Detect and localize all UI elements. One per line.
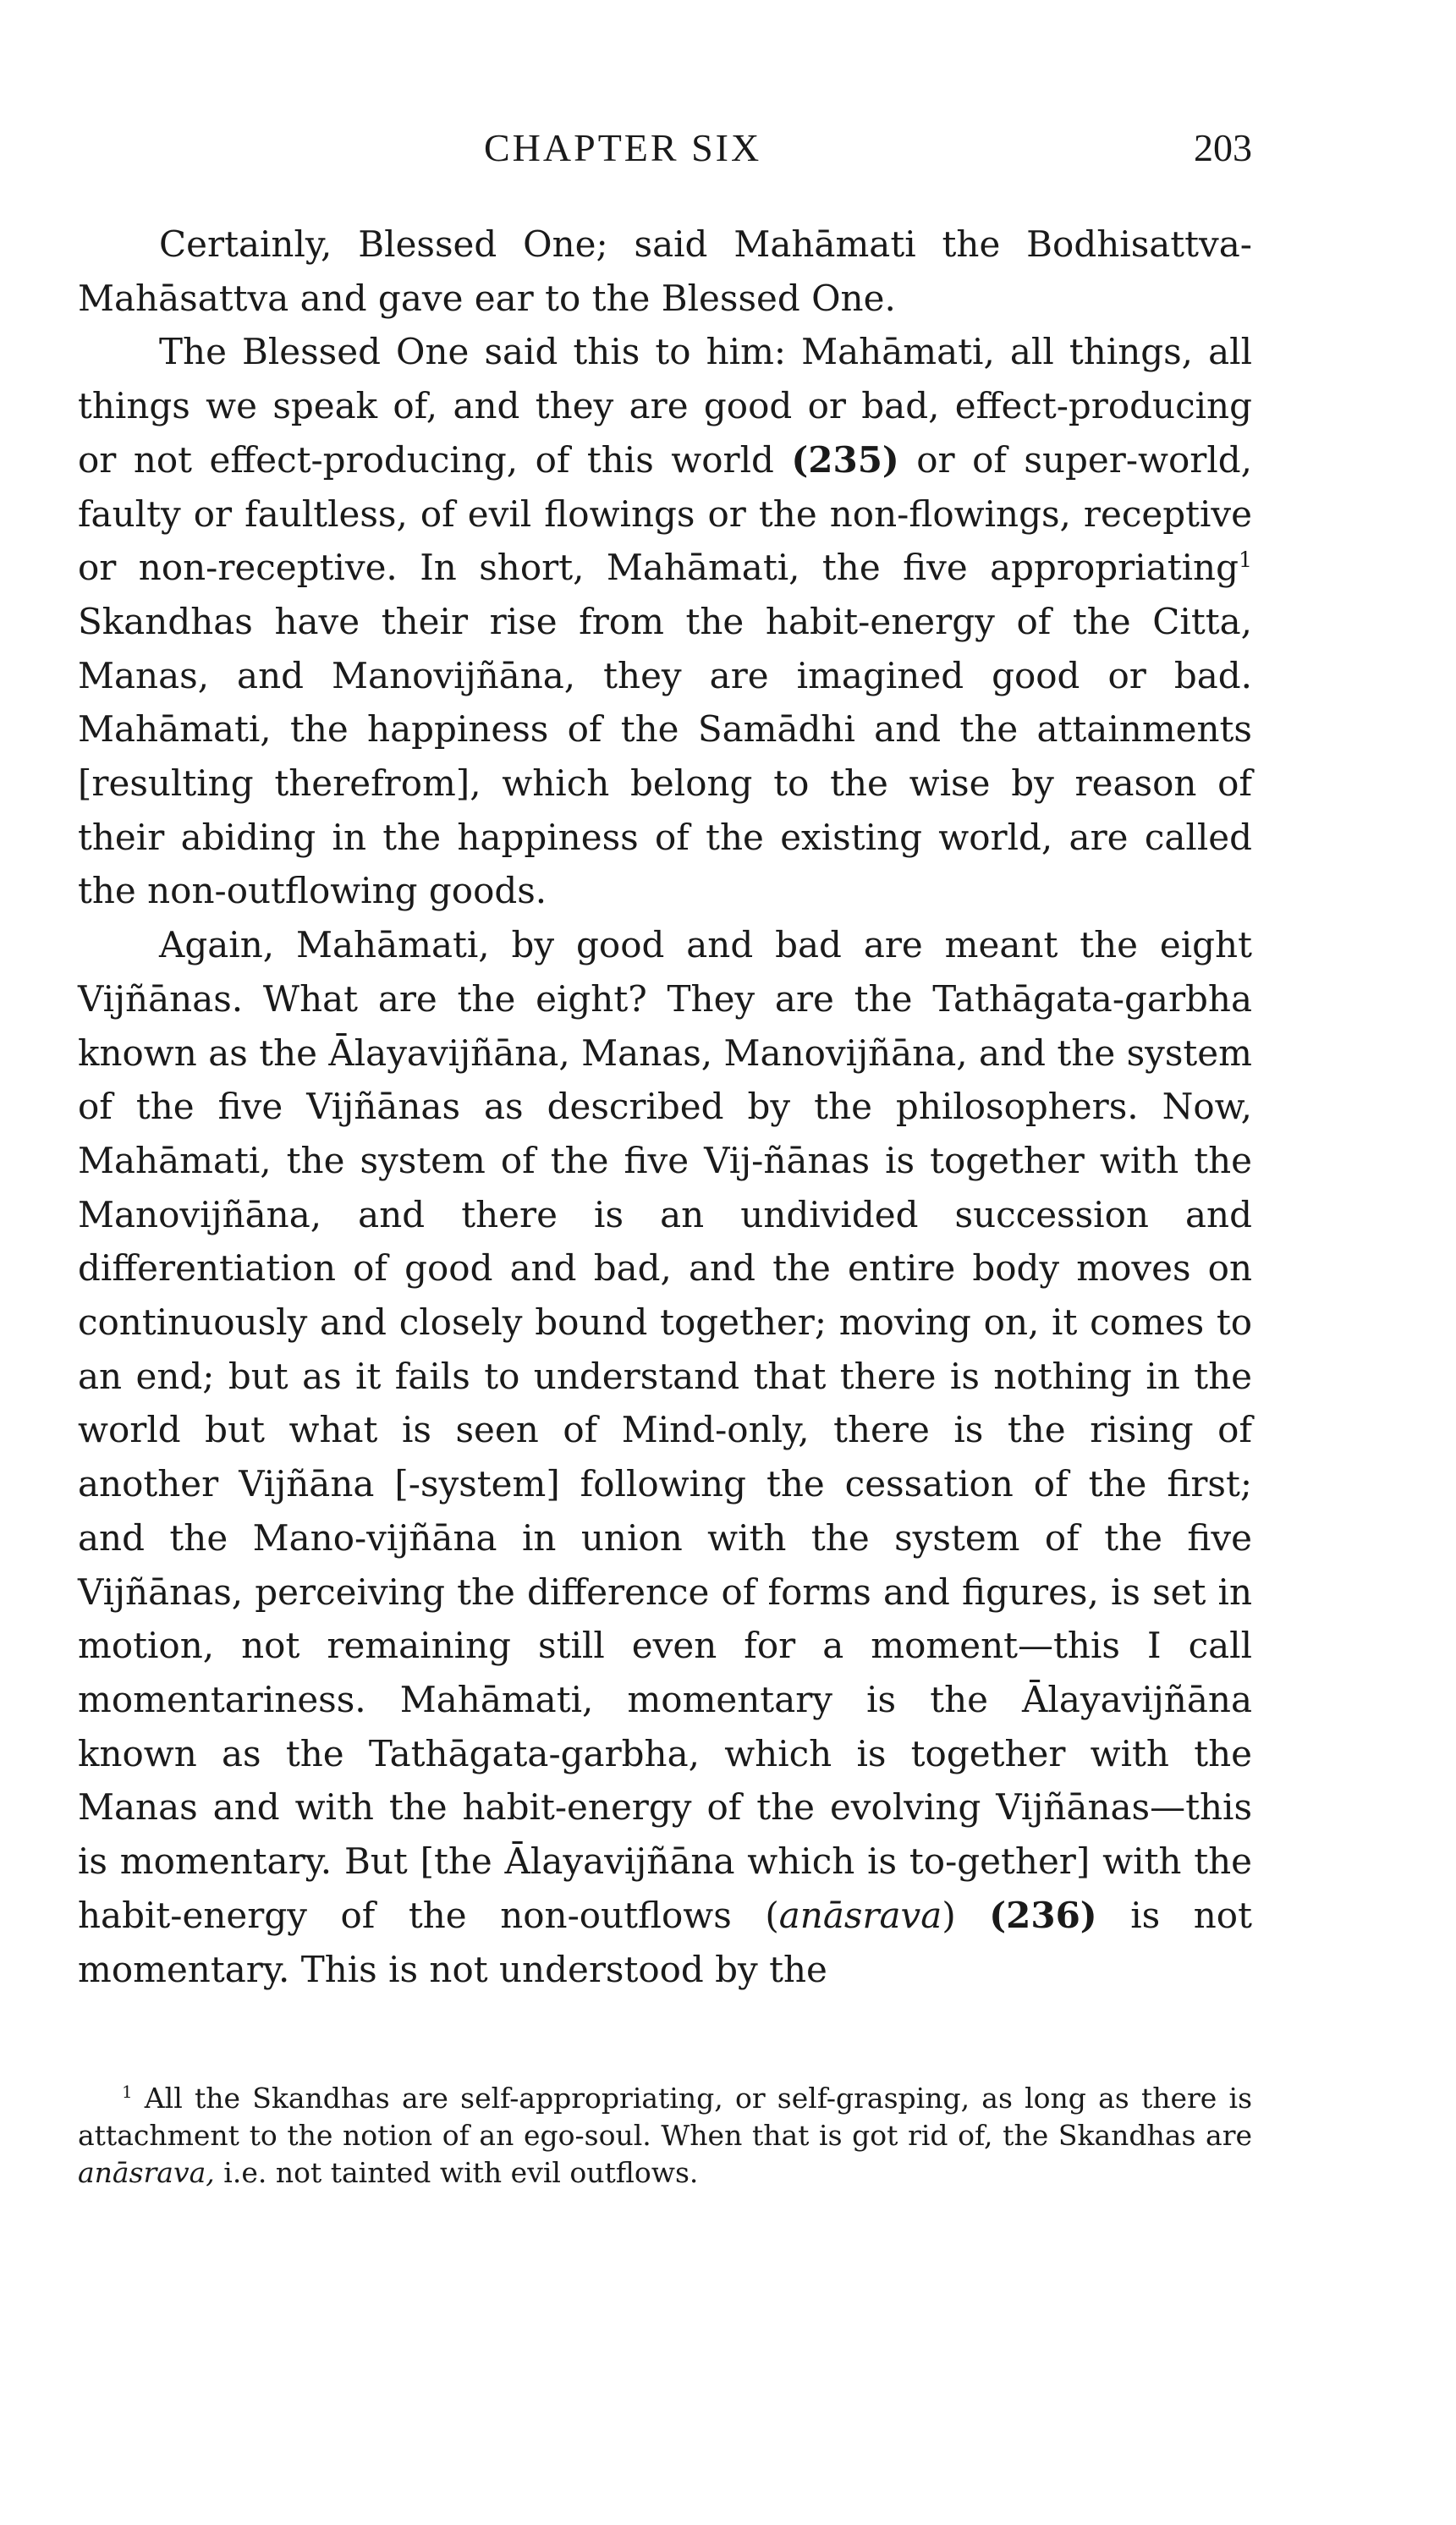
paragraph-text: ) bbox=[942, 1894, 990, 1936]
paragraph-text: is not momentary. This is not understood by the bbox=[78, 1894, 1252, 1990]
paragraph-3 bbox=[78, 918, 1252, 1996]
footnote-text bbox=[78, 2080, 1252, 2192]
main-text bbox=[78, 217, 1252, 1996]
footnote-marker: 1 bbox=[1238, 547, 1252, 573]
paragraph-2 bbox=[78, 325, 1252, 918]
paragraph-1 bbox=[78, 217, 1252, 325]
page-reference: (235) bbox=[791, 438, 899, 481]
paragraph-text: The Blessed One said this to him: Mahāmati, all things, all things we speak of, and they are good or bad, effect-producing or not effect-producing, of this world bbox=[78, 331, 1252, 481]
page-header bbox=[78, 125, 1252, 176]
footnote bbox=[78, 2080, 1252, 2192]
footnote-part: i.e. not tainted with evil outflows. bbox=[214, 2156, 699, 2189]
running-head: CHAPTER SIX bbox=[484, 126, 762, 169]
footnote-part: All the Skandhas are self-appropriating, or self-grasping, as long as there is attachment to the notion of an ego-soul. When that is got rid of, the Skandhas are bbox=[78, 2082, 1252, 2152]
paragraph-text: Skandhas have their rise from the habit-energy of the Citta, Manas, and Manovijñāna, they are imagined good or bad. Mahāmati, the happiness of the Samādhi and the attainments [resulting therefrom], which belong to the wise by reason of their abiding in the happiness of the existing world, are called the non-outflowing goods. bbox=[78, 600, 1252, 912]
paragraph-text: Again, Mahāmati, by good and bad are meant the eight Vijñānas. What are the eight? They are the Tathāgata-garbha known as the Ālayavijñāna, Manas, Manovijñāna, and the system of the five Vijñānas as described by the philosophers. Now, Mahāmati, the system of the five Vij-ñānas is together with the Manovijñāna, and there is an undivided succession and differentiation of good and bad, and the entire body moves on continuously and closely bound together; moving on, it comes to an end; but as it fails to understand that there is nothing in the world but what is seen of Mind-only, there is the rising of another Vijñāna [-system] following the cessation of the first; and the Mano-vijñāna in union with the system of the five Vijñānas, perceiving the difference of forms and figures, is set in motion, not remaining still even for a moment—this I call momentariness. Mahāmati, momentary is the Ālayavijñāna known as the Tathāgata-garbha, which is together with the Manas and with the habit-energy of the evolving Vijñānas—this is momentary. But [the Ālayavijñāna which is to-gether] with the habit-energy of the non-outflows ( bbox=[78, 924, 1252, 1936]
sanskrit-term: anāsrava, bbox=[78, 2156, 215, 2189]
page-number: 203 bbox=[1194, 126, 1252, 169]
footnote-number: 1 bbox=[122, 2082, 133, 2102]
sanskrit-term: anāsrava bbox=[778, 1894, 942, 1936]
page-reference: (236) bbox=[989, 1894, 1097, 1936]
paragraph-text: Certainly, Blessed One; said Mahāmati the Bodhisattva-Mahāsattva and gave ear to the Blessed One. bbox=[78, 223, 1252, 319]
paragraph-text: or of super-world, faulty or faultless, of evil flowings or the non-flowings, receptive or non-receptive. In short, Mahāmati, the five appropriating bbox=[78, 438, 1253, 589]
